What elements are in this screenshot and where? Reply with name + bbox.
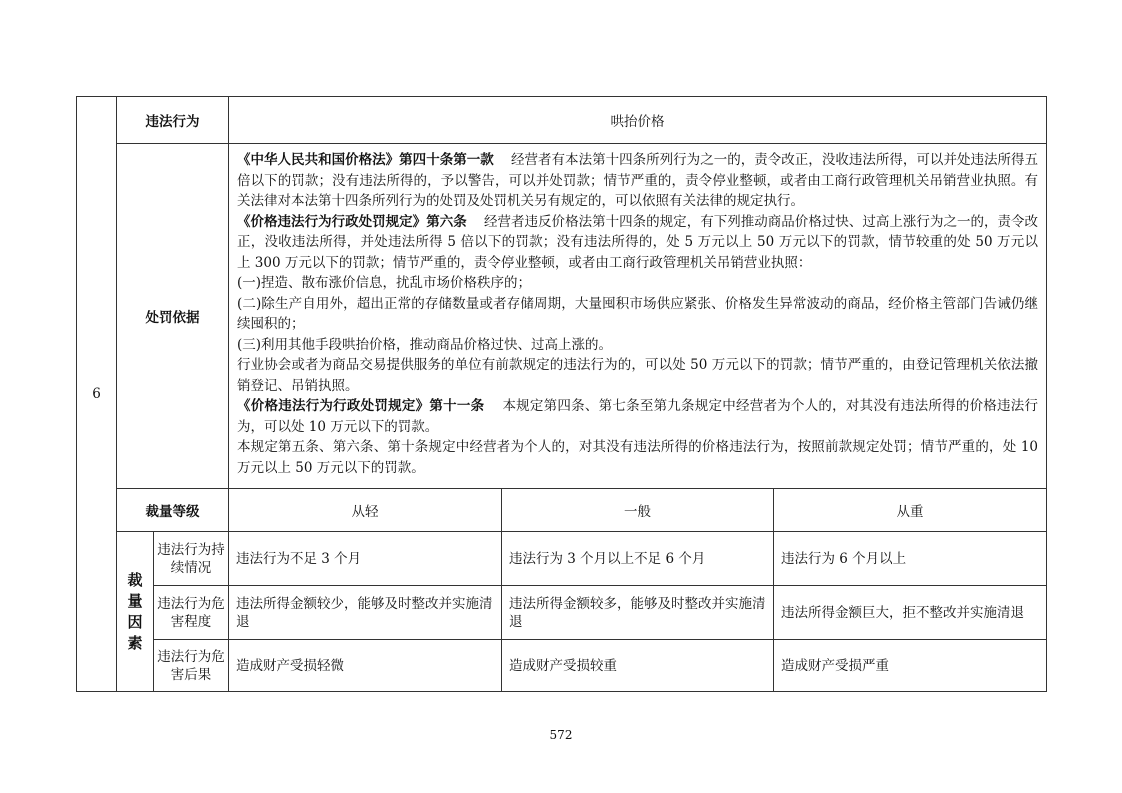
factor-label-duration: 违法行为持续情况 xyxy=(154,532,229,586)
factor-label-severity: 违法行为危害程度 xyxy=(154,586,229,640)
law-citation: 《中华人民共和国价格法》第四十条第一款 xyxy=(237,152,494,168)
basis-paragraph-3: 行业协会或者为商品交易提供服务的单位有前款规定的违法行为的，可以处 50 万元以下的罚款；情节严重的，由登记管理机关依法撤销登记、吊销执照。 xyxy=(237,357,1039,394)
factor-consequence-light: 造成财产受损轻微 xyxy=(229,640,502,692)
factor-severity-light: 违法所得金额较少，能够及时整改并实施清退 xyxy=(229,586,502,640)
law-text: 经营者违反价格法第十四条的规定，有下列推动商品价格过快、过高上涨行为之一的，责令改正，没收违法所得，并处违法所得 5 倍以下的罚款；没有违法所得的，处 5 万元以上 50 万元以下的罚款，情节较重的处 50 万元以上 300 万元以下的罚款；情节严重的，责令停业整顿，或者由工商行政管理机关吊销营业执照： xyxy=(237,213,1039,271)
law-citation: 《价格违法行为行政处罚规定》第十一条 xyxy=(237,398,485,414)
factor-consequence-normal: 造成财产受损较重 xyxy=(502,640,774,692)
factor-char: 因 xyxy=(127,612,143,631)
basis-row xyxy=(77,144,1047,489)
basis-label: 处罚依据 xyxy=(117,144,229,489)
basis-paragraph-2 xyxy=(237,212,1038,274)
factor-row xyxy=(77,532,1047,586)
factor-consequence-heavy: 造成财产受损严重 xyxy=(774,640,1047,692)
grade-heavy: 从重 xyxy=(774,489,1047,532)
factor-duration-heavy: 违法行为 6 个月以上 xyxy=(774,532,1047,586)
violation-label: 违法行为 xyxy=(117,97,229,144)
factor-char: 素 xyxy=(127,633,143,652)
factor-severity-normal: 违法所得金额较多，能够及时整改并实施清退 xyxy=(502,586,774,640)
page-number: 572 xyxy=(549,728,573,742)
law-text: 经营者有本法第十四条所列行为之一的，责令改正，没收违法所得，可以并处违法所得五倍以下的罚款；没有违法所得的，予以警告，可以并处罚款；情节严重的，责令停业整顿，或者由工商行政管理机关吊销营业执照。有关法律对本法第十四条所列行为的处罚及处罚机关另有规定的，可以依照有关法律的规定执行。 xyxy=(237,152,1039,209)
basis-item-2: (二)除生产自用外，超出正常的存储数量或者存储周期，大量囤积市场供应紧张、价格发生异常波动的商品，经价格主管部门告诫仍继续囤积的； xyxy=(237,295,1039,332)
basis-paragraph-4 xyxy=(237,396,1038,437)
factor-severity-heavy: 违法所得金额巨大，拒不整改并实施清退 xyxy=(774,586,1047,640)
factor-duration-normal: 违法行为 3 个月以上不足 6 个月 xyxy=(502,532,774,586)
basis-content xyxy=(229,144,1047,489)
factor-group-label xyxy=(117,532,154,692)
basis-paragraph-5: 本规定第五条、第六条、第十条规定中经营者为个人的，对其没有违法所得的价格违法行为，按照前款规定处罚；情节严重的，处 10 万元以上 50 万元以下的罚款。 xyxy=(237,439,1039,476)
basis-item-1: (一)捏造、散布涨价信息，扰乱市场价格秩序的； xyxy=(237,275,532,291)
grade-row xyxy=(77,489,1047,532)
grade-light: 从轻 xyxy=(229,489,502,532)
grade-normal: 一般 xyxy=(502,489,774,532)
grade-label: 裁量等级 xyxy=(117,489,229,532)
factor-row xyxy=(77,586,1047,640)
discretion-table xyxy=(76,96,1047,692)
factor-row xyxy=(77,640,1047,692)
factor-char: 量 xyxy=(127,591,143,610)
factor-label-consequence: 违法行为危害后果 xyxy=(154,640,229,692)
row-number: 6 xyxy=(77,97,117,692)
factor-char: 裁 xyxy=(127,570,143,589)
factor-duration-light: 违法行为不足 3 个月 xyxy=(229,532,502,586)
law-text: 本规定第四条、第七条至第九条规定中经营者为个人的，对其没有违法所得的价格违法行为，可以处 10 万元以下的罚款。 xyxy=(237,398,1039,435)
law-citation: 《价格违法行为行政处罚规定》第六条 xyxy=(237,213,467,230)
basis-paragraph-1 xyxy=(237,150,1038,212)
basis-item-3: (三)利用其他手段哄抬价格，推动商品价格过快、过高上涨的。 xyxy=(237,336,613,353)
violation-row xyxy=(77,97,1047,144)
violation-value: 哄抬价格 xyxy=(229,97,1047,144)
